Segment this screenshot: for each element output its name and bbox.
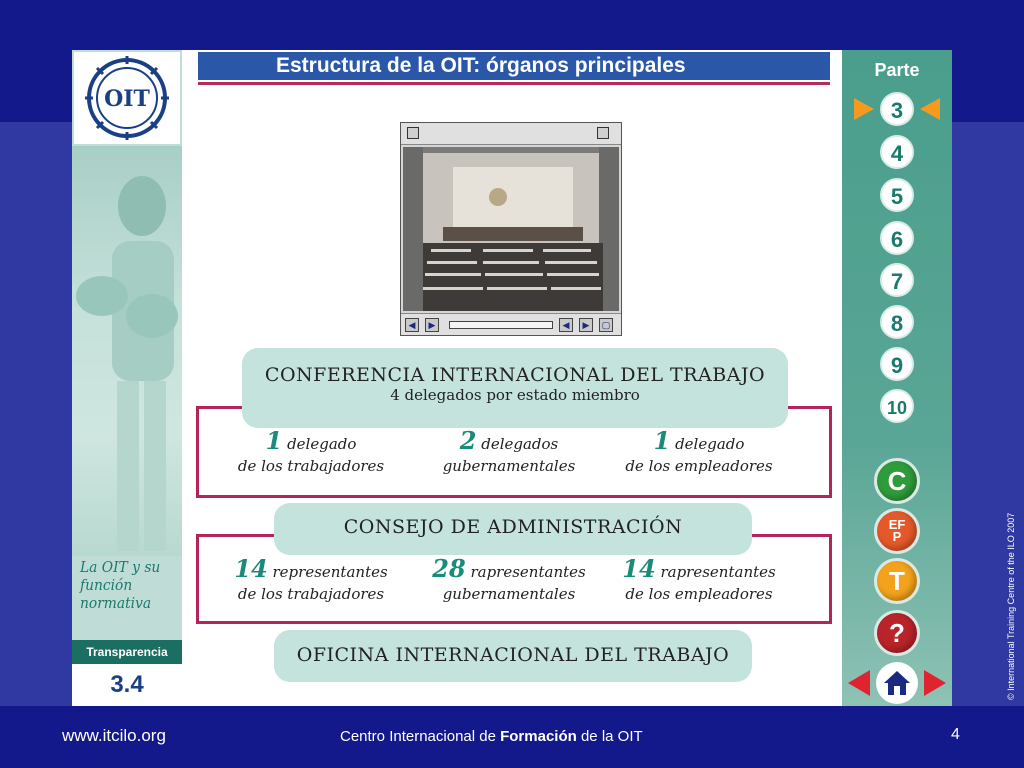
part-5-button[interactable]: 5 bbox=[880, 178, 914, 212]
step-back-icon[interactable]: ◀ bbox=[559, 318, 573, 332]
efp-line2: P bbox=[892, 529, 902, 544]
video-toolbar bbox=[401, 123, 621, 145]
conference-government bbox=[414, 426, 604, 477]
count-word: representantes bbox=[272, 563, 388, 581]
part-4-button[interactable]: 4 bbox=[880, 135, 914, 169]
left-strip bbox=[72, 50, 182, 706]
page-number: 4 bbox=[951, 726, 960, 743]
count-word: delegado bbox=[287, 435, 357, 453]
prev-arrow-icon[interactable] bbox=[848, 670, 870, 696]
count: 14 bbox=[234, 554, 268, 583]
count-word: rapresentantes bbox=[660, 563, 776, 581]
step-forward-icon[interactable]: ▶ bbox=[579, 318, 593, 332]
count-word: delegados bbox=[481, 435, 559, 453]
copyright-text: © International Training Centre of the ILO 2007 bbox=[1006, 512, 1016, 700]
home-icon[interactable] bbox=[876, 662, 918, 704]
slide bbox=[72, 50, 952, 706]
group-label: de los trabajadores bbox=[237, 585, 385, 603]
slide-title: Estructura de la OIT: órganos principales bbox=[198, 52, 830, 80]
c-button[interactable]: C bbox=[874, 458, 920, 504]
site-url[interactable]: www.itcilo.org bbox=[62, 726, 166, 745]
conference-workers bbox=[216, 426, 406, 477]
footer-suffix: de la OIT bbox=[576, 728, 643, 745]
count-word: delegado bbox=[675, 435, 745, 453]
count: 2 bbox=[459, 426, 477, 455]
council-pill bbox=[274, 503, 752, 555]
group-label: gubernamentales bbox=[442, 585, 576, 603]
group-label: gubernamentales bbox=[442, 457, 576, 475]
part-7-button[interactable]: 7 bbox=[880, 263, 914, 297]
t-button[interactable]: T bbox=[874, 558, 920, 604]
title-underline bbox=[198, 82, 830, 85]
parte-label: Parte bbox=[874, 60, 920, 80]
child-photo bbox=[72, 146, 182, 556]
video-player[interactable] bbox=[400, 122, 622, 336]
help-button[interactable]: ? bbox=[874, 610, 920, 656]
council-government bbox=[414, 554, 604, 605]
office-pill bbox=[274, 630, 752, 682]
active-part-right-arrow-icon bbox=[920, 98, 940, 120]
video-resize-icon[interactable] bbox=[597, 127, 609, 139]
transparencia-label: Transparencia bbox=[72, 640, 182, 664]
fullscreen-icon[interactable]: ▢ bbox=[599, 318, 613, 332]
conference-title: CONFERENCIA INTERNACIONAL DEL TRABAJO bbox=[264, 364, 766, 386]
logo-text: OIT bbox=[104, 86, 150, 112]
conference-subtitle: 4 delegados por estado miembro bbox=[390, 386, 640, 404]
count: 1 bbox=[653, 426, 671, 455]
efp-button[interactable] bbox=[874, 508, 920, 554]
council-workers bbox=[216, 554, 406, 605]
footer-bold: Formación bbox=[500, 728, 577, 745]
count: 28 bbox=[432, 554, 466, 583]
video-frame bbox=[403, 147, 619, 311]
footer-prefix: Centro Internacional de bbox=[340, 728, 501, 745]
part-3-button[interactable]: 3 bbox=[880, 92, 914, 126]
office-title: OFICINA INTERNACIONAL DEL TRABAJO bbox=[296, 644, 730, 666]
right-nav-strip bbox=[842, 50, 952, 706]
conference-pill bbox=[242, 348, 788, 428]
count: 14 bbox=[622, 554, 656, 583]
volume-icon[interactable]: ◀ bbox=[405, 318, 419, 332]
part-6-button[interactable]: 6 bbox=[880, 221, 914, 255]
count-word: rapresentantes bbox=[470, 563, 586, 581]
conference-employers bbox=[604, 426, 794, 477]
efp-line1: EF bbox=[888, 517, 906, 532]
council-title: CONSEJO DE ADMINISTRACIÓN bbox=[343, 516, 683, 538]
transparencia-number: 3.4 bbox=[72, 664, 182, 706]
part-8-button[interactable]: 8 bbox=[880, 305, 914, 339]
count: 1 bbox=[265, 426, 283, 455]
video-progress-slider[interactable] bbox=[449, 321, 553, 329]
group-label: de los trabajadores bbox=[237, 457, 385, 475]
play-icon[interactable]: ▶ bbox=[425, 318, 439, 332]
part-10-button[interactable]: 10 bbox=[880, 389, 914, 423]
tagline: La OIT y su función normativa bbox=[80, 558, 161, 612]
footer-center-text bbox=[340, 728, 643, 745]
part-9-button[interactable]: 9 bbox=[880, 347, 914, 381]
group-label: de los empleadores bbox=[625, 457, 773, 475]
video-menu-icon[interactable] bbox=[407, 127, 419, 139]
video-controls bbox=[401, 313, 621, 335]
council-employers bbox=[604, 554, 794, 605]
group-label: de los empleadores bbox=[625, 585, 773, 603]
next-arrow-icon[interactable] bbox=[924, 670, 946, 696]
active-part-left-arrow-icon bbox=[854, 98, 874, 120]
oit-logo bbox=[74, 52, 180, 144]
